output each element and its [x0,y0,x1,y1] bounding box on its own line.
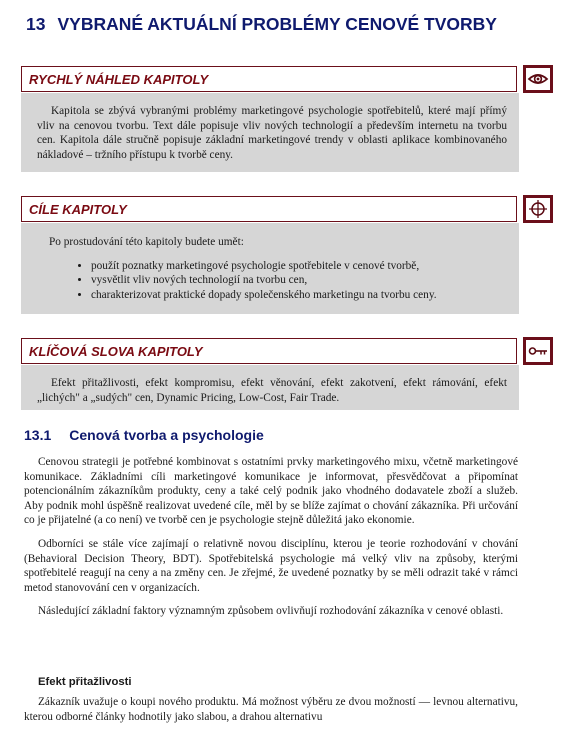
goals-box-label: CÍLE KAPITOLY [29,202,127,217]
section-body [24,455,518,619]
goals-list-item: • charakterizovat praktické dopady společenského marketingu na tvorbu ceny. [91,288,507,303]
goals-intro: Po prostudování této kapitoly budete umět: [49,236,244,248]
preview-box-header [21,66,517,92]
preview-box-label: RYCHLÝ NÁHLED KAPITOLY [29,72,209,87]
chapter-title [26,14,546,35]
keywords-text: Efekt přitažlivosti, efekt kompromisu, efekt věnování, efekt zakotvení, efekt rámování, efekt „lichých" a „sudých" cen, Dynamic Pricing, Low-Cost, Fair Trade. [37,377,507,404]
preview-icon-box [523,65,553,93]
subheading: Efekt přitažlivosti [38,676,132,688]
body-paragraph: Následující základní faktory významným způsobem ovlivňují rozhodování zákazníka v cenové oblasti. [38,605,504,618]
chapter-title-text: VYBRANÉ AKTUÁLNÍ PROBLÉMY CENOVÉ TVORBY [57,14,497,34]
keywords-icon-box [523,337,553,365]
preview-box-body [21,93,519,172]
section-title-text: Cenová tvorba a psychologie [69,427,264,443]
goals-box-body [21,223,519,314]
preview-text: Kapitola se zbývá vybranými problémy marketingové psychologie spotřebitelů, které mají přímý vliv na cenovou tvorbu. Text dále popisuje vliv nových technologií a především internetu na tvorbu cen. Kapitola dále stručně popisuje základní marketingové trendy v oblasti aplikace kombinovaného nákladové – tržního přístupu k tvorbě ceny. [37,105,507,161]
chapter-number: 13 [26,14,46,34]
body-paragraph: Zákazník uvažuje o koupi nového produktu. Má možnost výběru ze dvou možností — levnou alternativu, kterou odborné články hodnotily jako slabou, a drahou alternativu [24,696,518,723]
goals-icon-box [523,195,553,223]
goals-list-item: • vysvětlit vliv nových technologií na tvorbu cen, [91,273,507,288]
goals-list-item: • použít poznatky marketingové psychologie spotřebitele v cenové tvorbě, [91,259,507,274]
body-paragraph: Odborníci se stále více zajímají o relativně novou disciplínu, kterou je teorie rozhodování v chování (Behavioral Decision Theory, BDT). Spotřebitelská psychologie má velký vliv na způsoby, kterými spotřebitelé reagují na ceny a na změny cen. Je zřejmé, že uvedené poznatky by se měli odrazit také v rámci metod stanovování cen v organizacích. [24,537,518,594]
body-paragraph: Cenovou strategii je potřebné kombinovat s ostatními prvky marketingového mixu, včetně marketingové komunikace. Základními cíli marketingové komunikace je informovat, přesvědčovat a připomínat potencionálním zákazníkům produkty, ceny a také celý podnik jako vhodného dodavatele zboží a služeb. Aby podnik mohl úspěšně realizovat uvedené cíle, měl by se blíže zajímat o chování zákazníka. Při určování co je přijatelné (a co není) ve tvorbě cen je psychologie stejně důležitá jako ekonomie. [24,456,518,527]
keywords-box-header [21,338,517,364]
sub-body [24,695,518,724]
goals-box-header [21,196,517,222]
keywords-box-body [21,365,519,410]
keywords-box-label: KLÍČOVÁ SLOVA KAPITOLY [29,344,203,359]
section-title [24,427,264,443]
crosshair-icon [527,199,549,219]
goals-list [37,259,507,303]
key-icon [527,341,549,361]
eye-icon [527,69,549,89]
section-number: 13.1 [24,427,52,443]
